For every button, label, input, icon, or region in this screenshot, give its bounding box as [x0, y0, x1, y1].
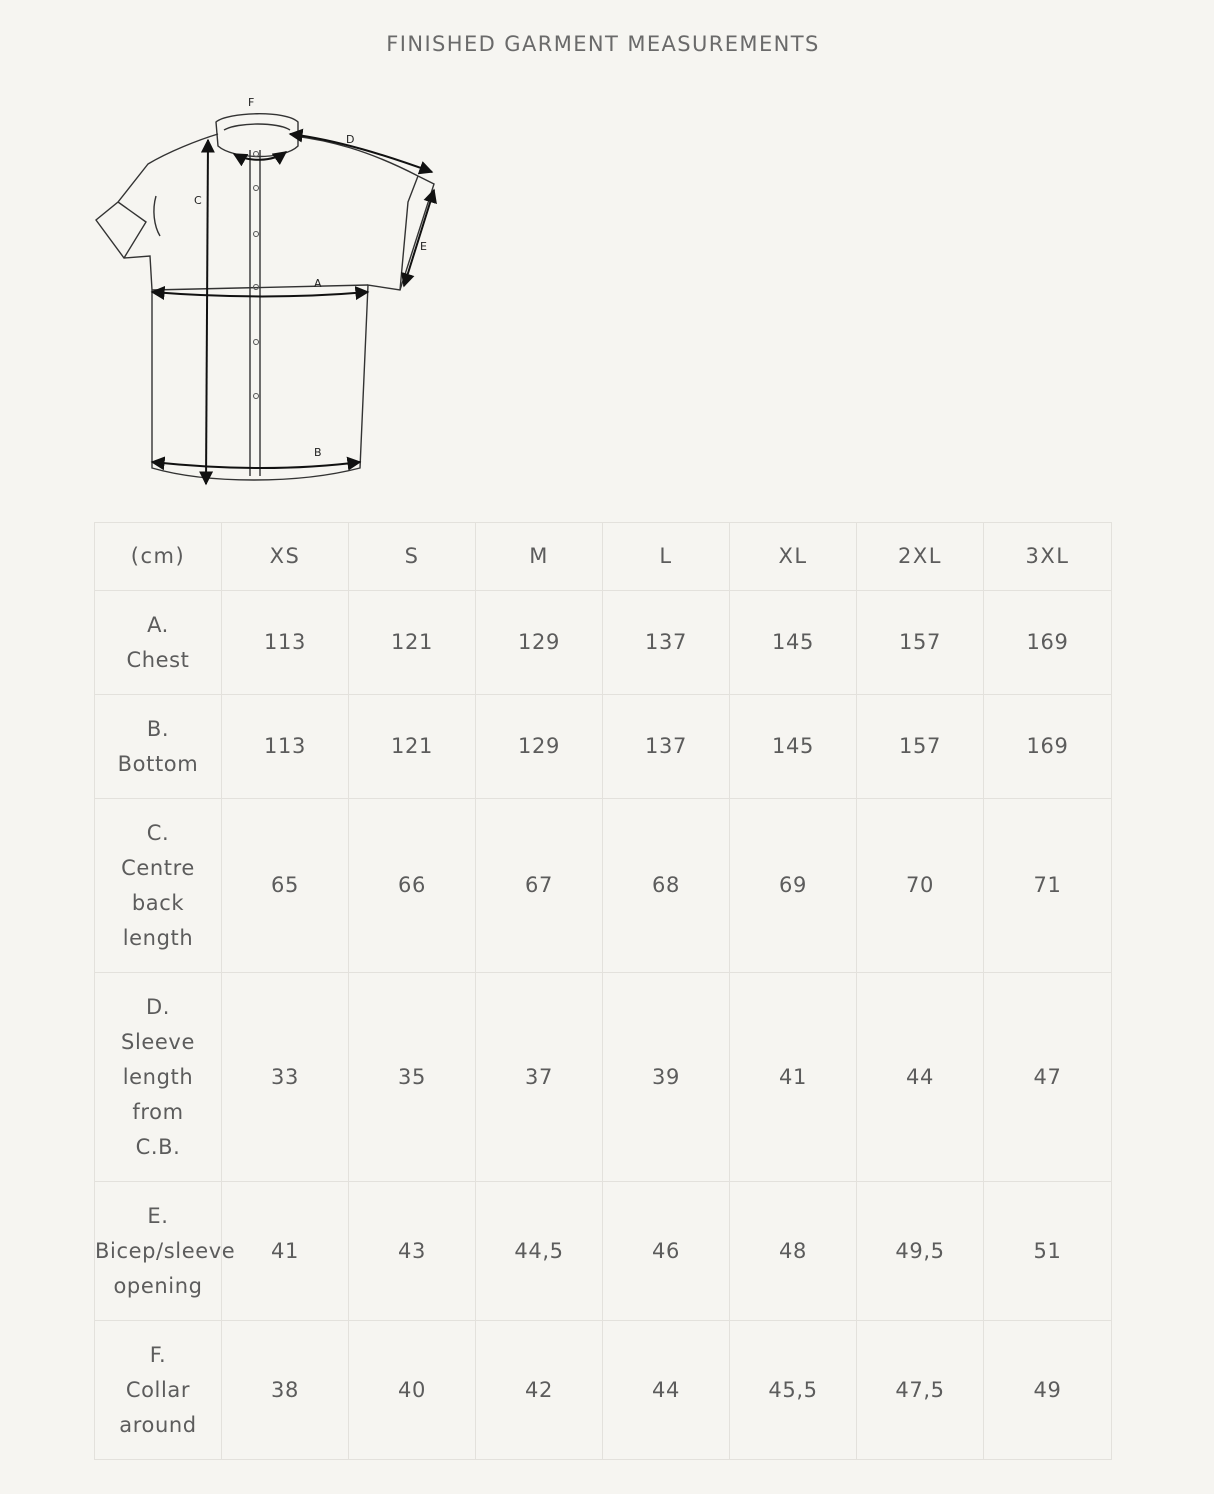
table-row: [95, 591, 1112, 695]
table-cell: 113: [222, 591, 349, 695]
table-cell: 44: [857, 973, 984, 1182]
table-cell: 35: [349, 973, 476, 1182]
table-cell: 45,5: [730, 1321, 857, 1460]
size-header-3xl: 3XL: [984, 523, 1112, 591]
table-cell: 48: [730, 1182, 857, 1321]
table-cell: 145: [730, 591, 857, 695]
buttons: [254, 152, 259, 399]
table-cell: 47: [984, 973, 1112, 1182]
table-header-row: [95, 523, 1112, 591]
table-row: [95, 973, 1112, 1182]
table-cell: 42: [476, 1321, 603, 1460]
shirt-measurement-diagram: [88, 90, 448, 490]
table-row: [95, 799, 1112, 973]
table-row: [95, 695, 1112, 799]
table-cell: 169: [984, 695, 1112, 799]
table-cell: 41: [730, 973, 857, 1182]
size-header-s: S: [349, 523, 476, 591]
table-cell: 157: [857, 591, 984, 695]
table-cell: 70: [857, 799, 984, 973]
table-cell: 43: [349, 1182, 476, 1321]
row-label: E. Bicep/sleeve opening: [95, 1182, 222, 1321]
size-header-l: L: [603, 523, 730, 591]
label-b: B: [314, 446, 322, 459]
table-cell: 137: [603, 695, 730, 799]
size-header-2xl: 2XL: [857, 523, 984, 591]
table-cell: 40: [349, 1321, 476, 1460]
unit-header: (cm): [95, 523, 222, 591]
table-row: [95, 1182, 1112, 1321]
table-cell: 41: [222, 1182, 349, 1321]
row-label: A. Chest: [95, 591, 222, 695]
table-cell: 67: [476, 799, 603, 973]
size-header-xl: XL: [730, 523, 857, 591]
measurement-table: [94, 522, 1112, 1460]
row-label: D. Sleeve length from C.B.: [95, 973, 222, 1182]
table-cell: 71: [984, 799, 1112, 973]
table-cell: 129: [476, 591, 603, 695]
table-cell: 49: [984, 1321, 1112, 1460]
table-cell: 51: [984, 1182, 1112, 1321]
table-cell: 157: [857, 695, 984, 799]
table-cell: 44: [603, 1321, 730, 1460]
table-cell: 68: [603, 799, 730, 973]
table-cell: 145: [730, 695, 857, 799]
label-a: A: [314, 277, 322, 290]
table-cell: 121: [349, 695, 476, 799]
table-cell: 69: [730, 799, 857, 973]
label-f: F: [248, 96, 255, 109]
table-row: [95, 1321, 1112, 1460]
label-c: C: [194, 194, 202, 207]
table-cell: 49,5: [857, 1182, 984, 1321]
table-cell: 46: [603, 1182, 730, 1321]
table-cell: 129: [476, 695, 603, 799]
table-cell: 37: [476, 973, 603, 1182]
table-cell: 121: [349, 591, 476, 695]
table-cell: 33: [222, 973, 349, 1182]
size-header-m: M: [476, 523, 603, 591]
label-d: D: [346, 133, 355, 146]
page-title: FINISHED GARMENT MEASUREMENTS: [386, 32, 820, 56]
size-header-xs: XS: [222, 523, 349, 591]
row-label: B. Bottom: [95, 695, 222, 799]
table-cell: 65: [222, 799, 349, 973]
row-label: C. Centre back length: [95, 799, 222, 973]
table-cell: 47,5: [857, 1321, 984, 1460]
table-cell: 38: [222, 1321, 349, 1460]
row-label: F. Collar around: [95, 1321, 222, 1460]
table-cell: 39: [603, 973, 730, 1182]
table-cell: 44,5: [476, 1182, 603, 1321]
table-cell: 137: [603, 591, 730, 695]
table-cell: 113: [222, 695, 349, 799]
table-cell: 169: [984, 591, 1112, 695]
table-cell: 66: [349, 799, 476, 973]
label-e: E: [420, 240, 427, 253]
